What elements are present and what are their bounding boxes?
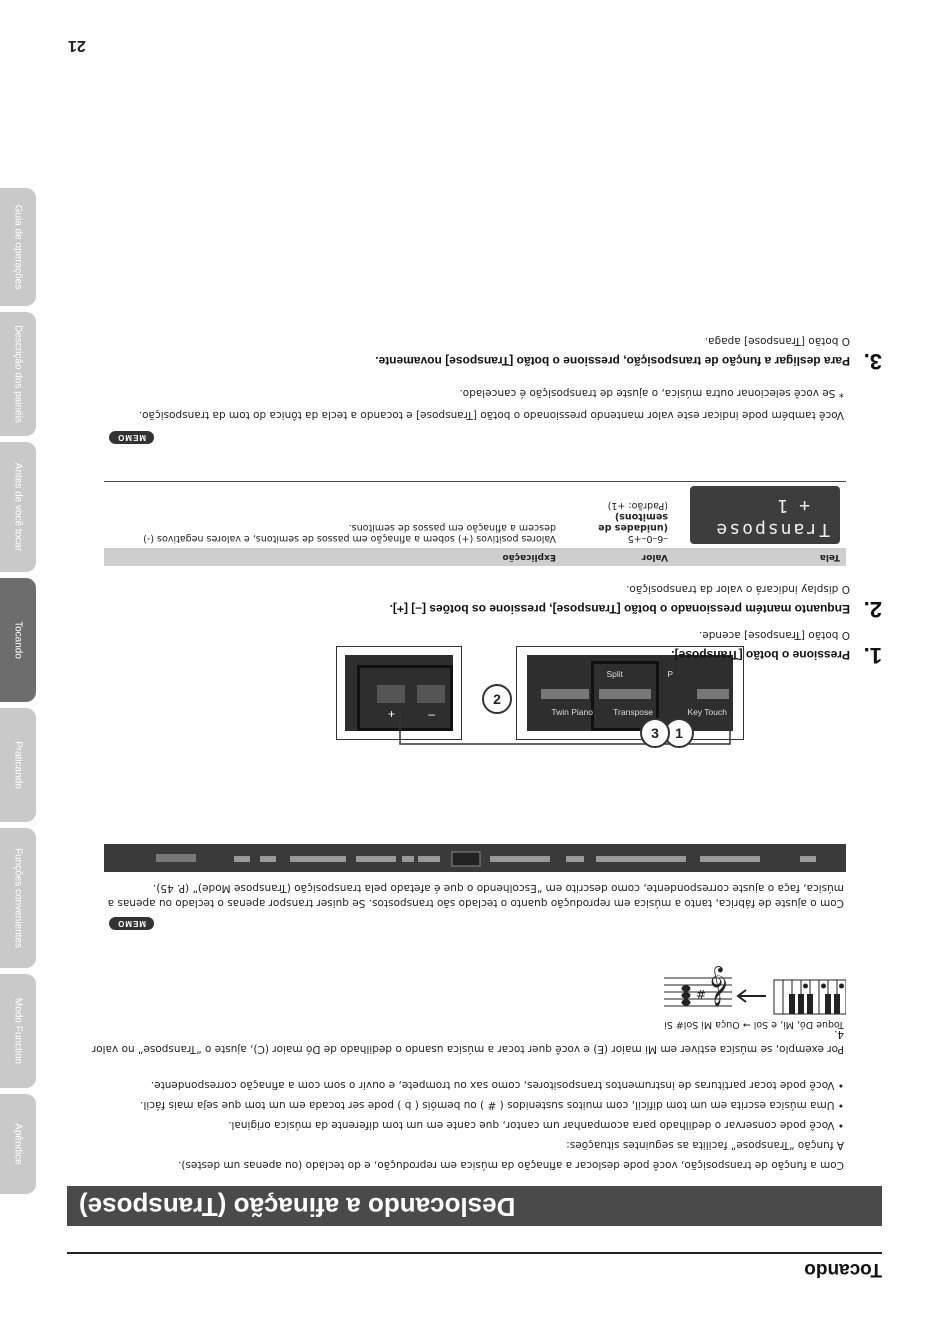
minus-button[interactable] (417, 685, 445, 703)
table-header-explanation: Explicação (104, 548, 562, 566)
side-tab-convenient-functions[interactable]: Funções convenientes (0, 828, 36, 968)
side-tab-playing[interactable]: Tocando (0, 578, 36, 702)
callout-step-1: 1 (664, 718, 694, 748)
table-header-value: Valor (562, 548, 674, 566)
memo-text: Com o ajuste de fábrica, tanto a música em reprodução quanto o teclado são transpostos. Se quiser transpor apenas o teclado ou apenas a música, faça o ajuste correspondente, como descrito em “Escolhendo o que é afetado pela transposição (Transpose Mode)” (P. 45). (107, 882, 844, 909)
lcd-display (690, 486, 840, 544)
split-label: Split (606, 669, 623, 679)
memo-badge: MEMO (109, 917, 154, 930)
table-header-screen: Tela (674, 548, 846, 566)
memo-bullet: * Se você selecionar outra música, o ajuste de transposição é cancelado. (459, 387, 844, 399)
side-tab-before-playing[interactable]: Antes de você tocar (0, 442, 36, 572)
value-default: (Padrão: +1) (607, 500, 668, 511)
step-number: 3. (863, 349, 882, 374)
table-row (104, 482, 846, 549)
intro-bullet: • Uma música escrita em um tom difícil, com muitos sustenidos ( # ) ou bemóis ( b ) pode ser tocada em um tom que seja mais fácil. (140, 1099, 844, 1111)
twin-piano-label: Twin Piano (551, 707, 593, 717)
transpose-table (104, 481, 846, 566)
callout-step-3: 3 (640, 718, 670, 748)
step-title: Enquanto mantém pressionado o botão [Transpose], pressione os botões [–] [+]. (389, 602, 850, 616)
intro-bullet: • Você pode conservar o dedilhado para acompanhar um cantor, que cante em um tom diferente da música original. (228, 1119, 844, 1131)
callout-step-2: 2 (482, 684, 512, 714)
example-caption: Toque Dó, Mi, e Sol ➞ Ouça Mi Sol# Si (664, 1019, 844, 1030)
intro-paragraph: Com a função de transposição, você pode deslocar a afinação da música em reprodução, e do teclado (ou apenas um destes). (178, 1159, 844, 1171)
header-rule (67, 1252, 882, 1254)
banner-title: Deslocando a afinação (Transpose) (79, 1192, 516, 1222)
intro-situations: A função “Transpose” facilita as seguintes situações: (566, 1139, 844, 1151)
page-number: 21 (68, 37, 86, 54)
memo-text: Você também pode indicar este valor mantendo pressionado o botão [Transpose] e tocando a tecla da tônica do tom da transposição. (138, 409, 844, 421)
twin-piano-button[interactable] (541, 689, 589, 699)
music-staff-icon (664, 966, 732, 1007)
table-cell-explanation: Valores positivos (+) sobem a afinação em passos de semitons, e valores negativos (-) descem a afinação em passos de semitons. (104, 482, 562, 549)
keyboard-icon (774, 980, 846, 1014)
svg-text:𝄞: 𝄞 (709, 967, 730, 1007)
step-title: Para desligar a função de transposição, pressione o botão [Transpose] novamente. (375, 354, 850, 368)
side-tab-panel-description[interactable]: Descrição dos painéis (0, 312, 36, 436)
memo-badge: MEMO (109, 431, 154, 444)
keyboard-notation-illustration (594, 956, 846, 1018)
minus-label: – (428, 707, 435, 721)
value-unit: (unidades de semitons) (598, 511, 668, 533)
intro-bullet: • Você pode tocar partituras de instrumentos transpositores, como sax ou trompete, e ouvir o som com a afinação correspondente. (150, 1079, 844, 1091)
step-text: O botão [Transpose] apaga. (704, 335, 850, 347)
side-tab-practicing[interactable]: Praticando (0, 708, 36, 822)
table-cell-screen (674, 482, 846, 549)
lcd-line-2: + 1 (777, 495, 810, 516)
lcd-line-1: Transpose (714, 519, 830, 540)
section-title: Tocando (804, 1259, 882, 1280)
svg-text:#: # (695, 987, 706, 1001)
step-text: O display indicará o valor da transposição. (626, 583, 850, 595)
section-banner (67, 1186, 882, 1226)
side-tab-appendix[interactable]: Apêndice (0, 1094, 36, 1194)
arrow-icon (738, 990, 766, 1002)
step-number: 2. (863, 597, 882, 622)
step-number: 1. (863, 643, 882, 668)
key-touch-button[interactable] (697, 689, 729, 699)
example-text: Por exemplo, se música estiver em Mi maior (E) e você quer tocar a música usando o dedilhado de Dó maior (C), ajuste o “Transpose” no valor 4. (91, 1028, 844, 1055)
transpose-button[interactable] (599, 689, 651, 699)
transpose-label: Transpose (613, 707, 653, 717)
step-text: O botão [Transpose] acende. (698, 629, 850, 641)
value-range: –6–0–+5 (627, 533, 668, 544)
side-tab-operations[interactable]: Guia de operações (0, 188, 36, 306)
plus-label: + (387, 707, 395, 721)
side-tab-function-mode[interactable]: Modo Function (0, 974, 36, 1088)
plus-button[interactable] (377, 685, 405, 703)
control-panel-strip (104, 844, 846, 872)
table-cell-value (562, 482, 674, 549)
p-label: P (667, 669, 673, 679)
step-title: Pressione o botão [Transpose]. (671, 648, 850, 662)
key-touch-label: Key Touch (687, 707, 727, 717)
